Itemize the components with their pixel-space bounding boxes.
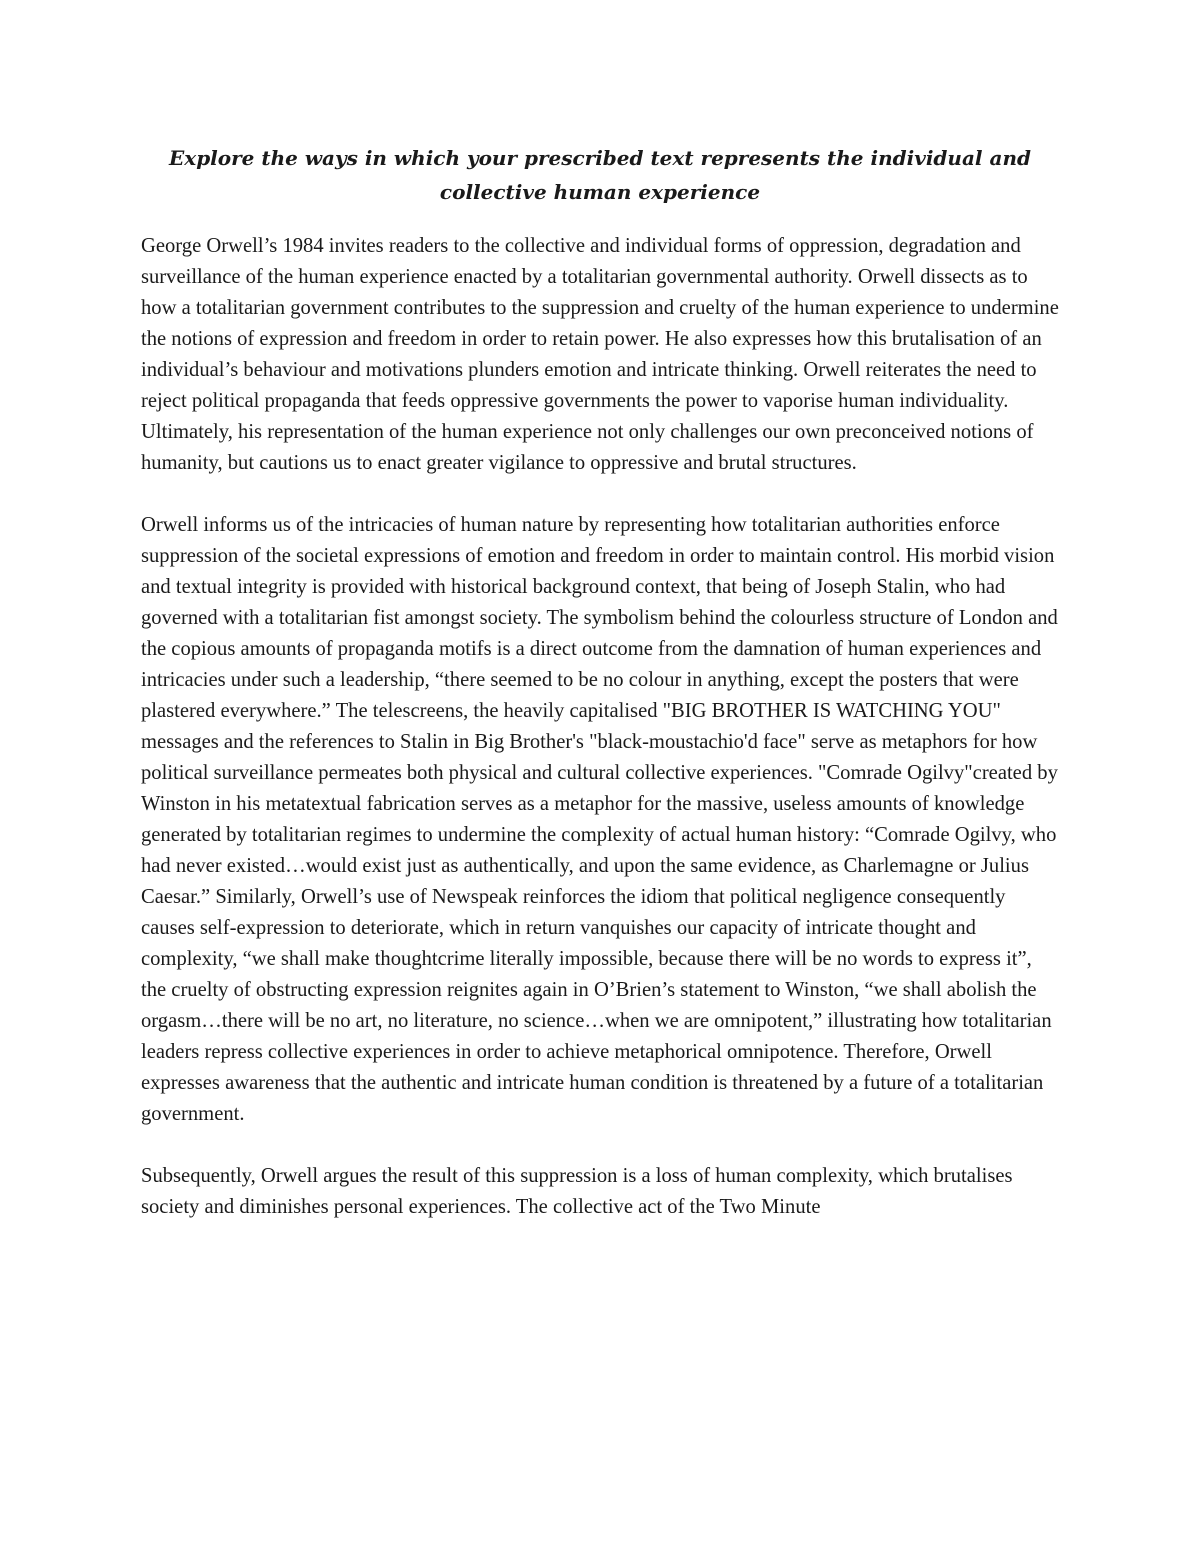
paragraph-body-1: Orwell informs us of the intricacies of human nature by representing how totalitarian authorities enforce suppression of the societal expressions of emotion and freedom in order to maintain control. His morbid vision and textual integrity is provided with historical background context, that being of Joseph Stalin, who had governed with a totalitarian fist amongst society. The symbolism behind the colourless structure of London and the copious amounts of propaganda motifs is a direct outcome from the damnation of human experiences and intricacies under such a leadership, “there seemed to be no colour in anything, except the posters that were plastered everywhere.” The telescreens, the heavily capitalised "BIG BROTHER IS WATCHING YOU" messages and the references to Stalin in Big Brother's "black-moustachio'd face" serve as metaphors for how political surveillance permeates both physical and cultural collective experiences. "Comrade Ogilvy"created by Winston in his metatextual fabrication serves as a metaphor for the massive, useless amounts of knowledge generated by totalitarian regimes to undermine the complexity of actual human history: “Comrade Ogilvy, who had never existed…would exist just as authentically, and upon the same evidence, as Charlemagne or Julius Caesar.” Similarly, Orwell’s use of Newspeak reinforces the idiom that political negligence consequently causes self-expression to deteriorate, which in return vanquishes our capacity of intricate thought and complexity, “we shall make thoughtcrime literally impossible, because there will be no words to express it”, the cruelty of obstructing expression reignites again in O’Brien’s statement to Winston, “we shall abolish the orgasm…there will be no art, no literature, no science…when we are omnipotent,” illustrating how totalitarian leaders repress collective experiences in order to achieve metaphorical omnipotence. Therefore, Orwell expresses awareness that the authentic and intricate human condition is threatened by a future of a totalitarian government. [141, 514, 1058, 1125]
paragraph-introduction: George Orwell’s 1984 invites readers to the collective and individual forms of oppression, degradation and surveillance of the human experience enacted by a totalitarian governmental authority. Orwell dissects as to how a totalitarian government contributes to the suppression and cruelty of the human experience to undermine the notions of expression and freedom in order to retain power. He also expresses how this brutalisation of an individual’s behaviour and motivations plunders emotion and intricate thinking. Orwell reiterates the need to reject political propaganda that feeds oppressive governments the power to vaporise human individuality. Ultimately, his representation of the human experience not only challenges our own preconceived notions of humanity, but cautions us to enact greater vigilance to oppressive and brutal structures. [141, 235, 1059, 474]
paragraph-body-2: Subsequently, Orwell argues the result of this suppression is a loss of human complexity, which brutalises society and diminishes personal experiences. The collective act of the Two Minute [141, 1165, 1013, 1218]
essay-question-title: Explore the ways in which your prescribed text represents the individual and collective human experience [169, 146, 1031, 204]
document-body [141, 141, 1059, 1254]
